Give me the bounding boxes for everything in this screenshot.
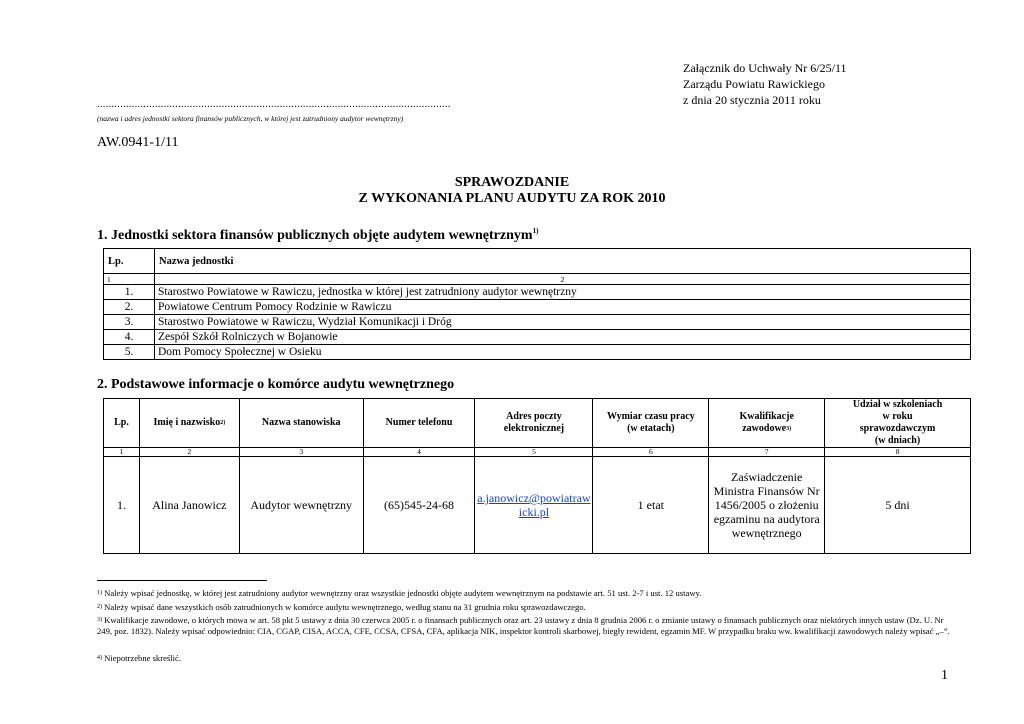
row-lp: 1. [104,457,140,554]
col-number-1: 1 [104,448,140,457]
footnote-4-text: Niepotrzebne skreślić. [102,653,181,663]
col-header-qualifications-text: zawodowe [742,423,787,434]
col-header-name-footnote-ref: 2) [220,420,226,426]
col-header-name-text: Imię i nazwisko [153,417,221,428]
col-header-work-time [593,399,709,448]
table-row [104,315,971,330]
col-number-2: 2 [155,274,971,285]
footnote-3 [97,615,957,637]
row-work-time: 1 etat [593,457,709,554]
row-training-days: 5 dni [825,457,971,554]
col-header-qualifications-line-1: Kwalifikacje [739,411,794,422]
email-link-line-1[interactable]: a.janowicz@powiatraw [477,491,591,505]
col-number-8: 8 [825,448,971,457]
row-unit-name: Starostwo Powiatowe w Rawiczu, Wydział Komunikacji i Dróg [155,315,971,330]
col-header-email-line-2: elektronicznej [503,423,565,434]
col-header-work-time-line-2: (w etatach) [627,423,675,434]
footnote-2-mark: 2) [97,604,102,610]
footnote-3-mark: 3) [97,617,102,623]
row-unit-name: Powiatowe Centrum Pomocy Rodzinie w Rawiczu [155,300,971,315]
footnote-3-text: Kwalifikacje zawodowe, o których mowa w art. 58 pkt 5 ustawy z dnia 30 czerwca 2005 r. o finansach publicznych oraz art. 23 ustawy z dnia 8 grudnia 2006 r. o zmianie ustawy o finansach publicznych oraz niektórych innych ustaw (Dz. U. Nr 249, poz. 1832). Należy wpisać odpowiednio: CIA, CGAP, CISA, ACCA, CFE, CCSA, CFSA, CFA, aplikacja NIK, inspektor kontroli skarbowej, biegły rewident, egzamin MF. W przypadku braku ww. kwalifikacji zawodowych należy wpisać „–”. [97,615,950,636]
footnote-4-mark: 4) [97,655,102,661]
col-header-email [475,399,593,448]
col-header-lp: Lp. [104,249,155,274]
col-header-work-time-line-1: Wymiar czasu pracy [606,411,695,422]
report-subtitle: Z WYKONANIA PLANU AUDYTU ZA ROK 2010 [358,191,666,206]
footnote-4 [97,653,957,664]
row-lp: 1. [104,285,155,300]
table-row [104,457,971,554]
col-header-qualifications-line-2 [709,423,824,435]
col-header-name [139,399,239,448]
row-lp: 4. [104,330,155,345]
col-header-training-line-4: (w dniach) [874,435,921,446]
col-number-6: 6 [593,448,709,457]
row-qualifications-line-2: Ministra Finansów Nr [713,484,820,498]
unit-name-caption: (nazwa i adres jednostki sektora finansów publicznych, w której jest zatrudniony audytor wewnętrzny) [97,114,404,123]
annex-note [683,60,847,108]
row-qualifications [709,457,825,554]
col-number-1: 1 [104,274,155,285]
annex-line-2: Zarządu Powiatu Rawickiego [683,77,825,91]
col-number-2: 2 [139,448,239,457]
row-lp: 5. [104,345,155,360]
footnote-separator [97,580,267,581]
audit-unit-info-table [103,398,971,554]
row-qualifications-line-1: Zaświadczenie [731,470,803,484]
col-header-training-line-3: sprawozdawczym [859,423,936,434]
col-header-training-line-1: Udział w szkoleniach [852,399,943,410]
col-header-qualifications [709,399,825,448]
table-row [104,330,971,345]
unit-name-dotted-line: .......................................................................................................................... [97,100,451,110]
footnote-1-mark: 1) [97,590,102,596]
col-header-training-line-2: w roku [882,411,913,422]
col-number-7: 7 [709,448,825,457]
section-1-heading-text: 1. Jednostki sektora finansów publicznych objęte audytem wewnętrznym [97,228,533,243]
col-header-position: Nazwa stanowiska [239,399,363,448]
audited-units-table [103,248,971,360]
col-number-3: 3 [239,448,363,457]
annex-line-1: Załącznik do Uchwały Nr 6/25/11 [683,61,847,75]
col-number-5: 5 [475,448,593,457]
col-header-qualifications-footnote-ref: 3) [786,426,792,432]
report-title: SPRAWOZDANIE [454,175,570,190]
row-lp: 2. [104,300,155,315]
footnote-2 [97,602,957,613]
row-phone: (65)545-24-68 [363,457,475,554]
footnote-2-text: Należy wpisać dane wszystkich osób zatrudnionych w komórce audytu wewnętrznego, według stanu na 31 grudnia roku sprawozdawczego. [102,602,586,612]
row-unit-name: Zespół Szkół Rolniczych w Bojanowie [155,330,971,345]
document-number: AW.0941-1/11 [97,135,179,150]
footnote-1-text: Należy wpisać jednostkę, w której jest zatrudniony audytor wewnętrzny oraz wszystkie jednostki objęte audytem wewnętrznym na podstawie art. 51 ust. 2-7 i ust. 12 ustawy. [102,588,702,598]
row-unit-name: Dom Pomocy Społecznej w Osieku [155,345,971,360]
row-lp: 3. [104,315,155,330]
page-number: 1 [941,668,948,683]
row-qualifications-line-4: egzaminu na audytora [713,512,820,526]
table-row [104,285,971,300]
annex-line-3: z dnia 20 stycznia 2011 roku [683,93,821,107]
email-link[interactable] [475,457,593,554]
footnote-1 [97,588,957,599]
col-header-unit-name: Nazwa jednostki [155,249,971,274]
row-name: Alina Janowicz [139,457,239,554]
section-2-heading: 2. Podstawowe informacje o komórce audytu wewnętrznego [97,377,455,392]
table-row [104,345,971,360]
table-row [104,300,971,315]
section-1-footnote-ref: 1) [532,227,539,235]
col-header-email-line-1: Adres poczty [506,411,562,422]
section-1-heading [97,228,538,244]
col-header-training [825,399,971,448]
col-header-phone: Numer telefonu [363,399,475,448]
email-link-line-2[interactable]: icki.pl [518,505,550,519]
row-position: Audytor wewnętrzny [239,457,363,554]
col-header-lp: Lp. [104,399,140,448]
row-qualifications-line-3: 1456/2005 o złożeniu [714,498,819,512]
col-number-4: 4 [363,448,475,457]
row-qualifications-line-5: wewnętrznego [731,526,802,540]
row-unit-name: Starostwo Powiatowe w Rawiczu, jednostka w której jest zatrudniony audytor wewnętrzny [155,285,971,300]
